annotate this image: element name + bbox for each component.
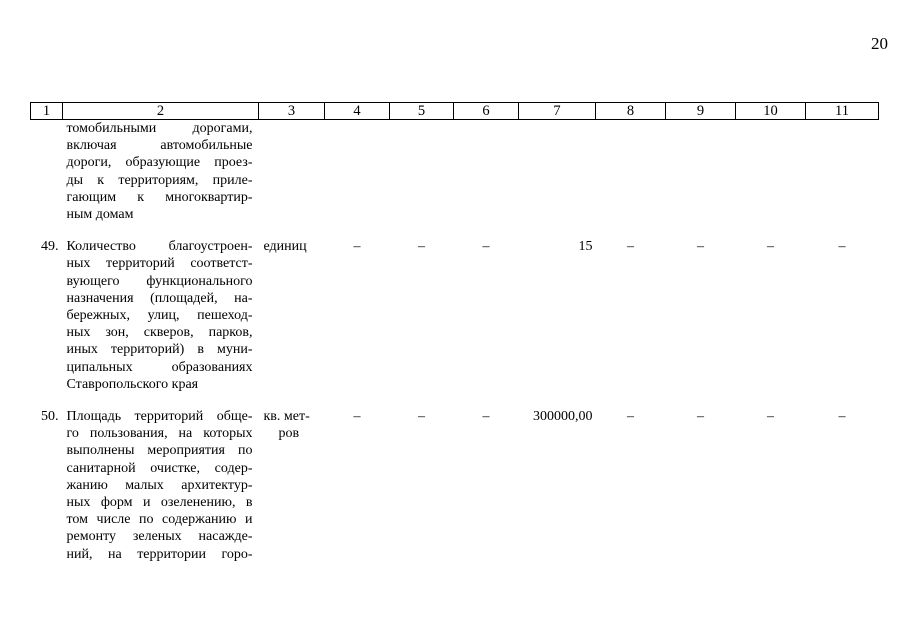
table-row [31,120,879,239]
value-col-10: – [767,409,774,425]
name-line: ных форм и озеленению, в [66,495,253,511]
value-col-6: – [482,239,490,255]
column-header-7: 7 [519,103,596,120]
value-col-8: – [627,409,634,425]
unit-cell [259,408,325,563]
value-col-7: 300000,00 [533,409,593,425]
column-header-9: 9 [666,103,736,120]
column-header-6: 6 [454,103,519,120]
name-line: жанию малых архитектур- [66,477,253,493]
value-col-9 [666,120,736,239]
indicator-name [63,120,259,239]
name-line: выполнены мероприятия по [66,443,253,459]
value-col-8 [596,120,666,239]
name-line: Количество благоустроен- [66,239,253,255]
unit-line: единиц [263,239,307,255]
column-header-3: 3 [259,103,325,120]
value-col-5: – [418,239,425,255]
name-line: ды к территориям, приле- [66,172,253,188]
column-header-4: 4 [325,103,390,120]
name-line: томобильными дорогами, [66,121,253,136]
name-line: ний, на территории горо- [66,546,253,562]
value-col-9: – [697,409,704,425]
value-col-4: – [353,239,361,255]
column-header-10: 10 [736,103,806,120]
unit-line: ров [278,426,300,442]
value-col-6: – [482,409,490,425]
name-line: ных зон, скверов, парков, [66,325,253,341]
column-header-5: 5 [390,103,454,120]
name-line: ных территорий соответст- [66,256,253,272]
unit-line: кв. мет- [263,409,310,425]
table-row [31,408,879,563]
row-number: 49. [41,239,59,255]
name-line: Ставропольского края [66,376,199,392]
value-col-11 [806,120,879,239]
column-header-11: 11 [806,103,879,120]
value-col-4 [325,120,390,239]
value-col-5 [390,120,454,239]
name-line: включая автомобильные [66,138,253,154]
indicator-name [63,238,259,408]
name-line: ремонту зеленых насажде- [66,529,253,545]
value-col-4: – [353,409,361,425]
value-col-6 [454,120,519,239]
indicator-name [63,408,259,563]
value-col-10: – [767,239,774,255]
name-line: дороги, образующие проез- [66,155,253,171]
value-col-7 [519,120,596,239]
page-number: 20 [871,34,888,53]
value-col-9: – [697,239,704,255]
name-line: том числе по содержанию и [66,512,253,528]
value-col-11: – [838,409,846,425]
indicator-table [30,102,879,563]
name-line: ципальных образованиях [66,359,253,375]
name-line: Площадь территорий обще- [66,409,253,425]
name-line: бережных, улиц, пешеход- [66,308,253,324]
name-line: назначения (площадей, на- [66,290,253,306]
row-number [31,120,63,239]
name-line: иных территорий) в муни- [66,342,253,358]
row-number: 50. [41,409,59,425]
header-row [31,103,879,120]
column-header-2: 2 [63,103,259,120]
unit-cell [259,238,325,408]
unit-cell [259,120,325,239]
name-line: го пользования, на которых [66,426,253,442]
value-col-7: 15 [578,239,593,255]
value-col-10 [736,120,806,239]
name-line: ным домам [66,207,134,223]
name-line: гающим к многоквартир- [66,189,253,205]
value-col-5: – [418,409,425,425]
name-line: вующего функционального [66,273,253,289]
column-header-8: 8 [596,103,666,120]
table-row [31,238,879,408]
value-col-8: – [627,239,634,255]
name-line: санитарной очистке, содер- [66,460,253,476]
value-col-11: – [838,239,846,255]
column-header-1: 1 [31,103,63,120]
